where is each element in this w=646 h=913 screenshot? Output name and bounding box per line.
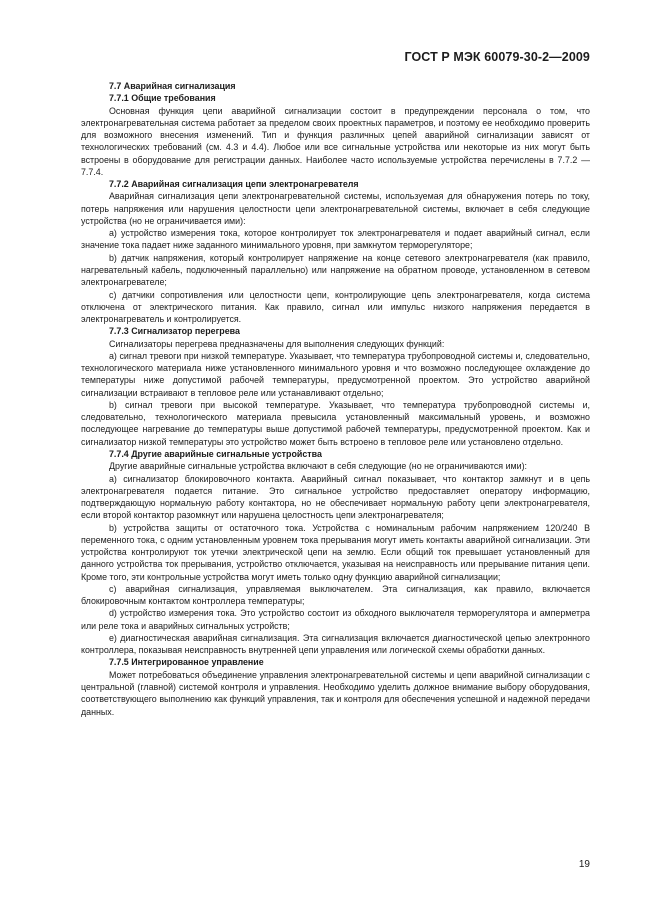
section-heading: 7.7.3 Сигнализатор перегрева [109,326,240,337]
section-heading: 7.7.4 Другие аварийные сигнальные устройства [109,448,322,459]
paragraph: Другие аварийные сигнальные устройства включают в себя следующие (но не ограничиваются ими): [109,461,528,472]
document-body [81,80,590,718]
standard-header: ГОСТ Р МЭК 60079-30-2—2009 [404,50,590,64]
list-item: a) сигнализатор блокировочного контакта. Аварийный сигнал показывает, что контактор замкнут и в цепь электронагревателя подается питание. Это сигнальное устройство предоставляет оператору информацию, подтверждающую нормальную работу контактора, но не обеспечивает нормальную работу цепи электронагревателя, если второй контактор разомкнут или нарушена целостность цепи электронагревателя; [81,473,590,521]
paragraph: Может потребоваться объединение управления электронагревательной системы и цепи аварийной сигнализации с центральной (главной) системой контроля и управления. Необходимо уделить должное внимание выбору оборудования, соответствующего выполнению как функций управления, так и контроля для обеспечения успешной и надежной передачи данных. [81,669,590,717]
paragraph: Основная функция цепи аварийной сигнализации состоит в предупреждении персонала о том, что электронагревательная система работает за пределом своих проектных параметров, и поэтому ее необходимо проверить для возможного внесения изменений. Тип и функция различных цепей аварийной сигнализации зависят от технологических требований (см. 4.3 и 4.4). Любое или все сигнальные устройства или некоторые из них могут быть встроены в оборудование для регистрации данных. Наиболее часто используемые устройства перечислены в 7.7.2 — 7.7.4. [81,105,590,177]
list-item: a) устройство измерения тока, которое контролирует ток электронагревателя и подает аварийный сигнал, если значение тока падает ниже заданного минимального уровня, при замкнутом терморегуляторе; [81,228,590,251]
paragraph: Аварийная сигнализация цепи электронагревательной системы, используемая для обнаружения потерь по току, потерь напряжения или нарушения целостности цепи электронагревательной системы, включает в себя следующие устройства (но не ограничивается ими): [81,191,590,226]
section-heading: 7.7.5 Интегрированное управление [109,657,264,668]
list-item: c) датчики сопротивления или целостности цепи, контролирующие цепь электронагревателя, когда система отключена от электрического питания. Как правило, сигнал или импульс низкого напряжения передается в электронагреватель и контролируется. [81,289,590,325]
section-heading: 7.7 Аварийная сигнализация [109,81,236,91]
list-item: b) устройства защиты от остаточного тока. Устройства с номинальным рабочим напряжением 120/240 В переменного тока, с одним установленным уровнем тока прерывания могут иметь контакты аварийной сигнализации. Эти устройства контролируют ток утечки электрической цепи на землю. Если общий ток превышает установленный для данного устройства ток прерывания, устройство отключается, указывая на неисправность или прерывание питания цепи. Кроме того, эти контрольные устройства могут иметь только одну функцию аварийной сигнализации; [81,522,590,582]
section-heading: 7.7.2 Аварийная сигнализация цепи электронагревателя [109,179,359,190]
list-item: e) диагностическая аварийная сигнализация. Эта сигнализация включается диагностической цепью электронного контроллера, показывая неисправность внутренней цепи управления или логической схемы обработки данных. [81,632,590,656]
list-item: a) сигнал тревоги при низкой температуре. Указывает, что температура трубопроводной системы и, следовательно, технологического материала ниже установленного минимального уровня и что возможно последующее охлаждение до температуры ниже допустимой рабочей температуры, предусмотренной проектом. Это устройство аварийной сигнализации встраивают в тепловое реле или устанавливают отдельно; [81,350,590,398]
list-item: d) устройство измерения тока. Это устройство состоит из обходного выключателя терморегулятора и амперметра или реле тока и аварийных сигнальных устройств; [81,608,590,631]
page-number: 19 [578,859,590,870]
list-item: b) сигнал тревоги при высокой температуре. Указывает, что температура трубопроводной системы и, следовательно, технологического материала превысила установленный максимальный уровень, и возможно последующее нагревание до температуры выше допустимой рабочей температуры, предусмотренной проектом. Как и сигнализатор низкой температуры это устройство может быть встроено в тепловое реле или установлено отдельно. [81,399,590,447]
list-item: b) датчик напряжения, который контролирует напряжение на конце сетевого электронагревателя (как правило, нагревательный кабель, подключенный параллельно) или напряжение на обратном проводе, установленном в сетевом электронагревателе; [81,252,590,288]
paragraph: Сигнализаторы перегрева предназначены для выполнения следующих функций: [109,338,445,349]
list-item: c) аварийная сигнализация, управляемая выключателем. Эта сигнализация, как правило, включается блокировочным контактом контроллера температуры; [81,583,590,607]
section-heading: 7.7.1 Общие требования [109,93,216,104]
